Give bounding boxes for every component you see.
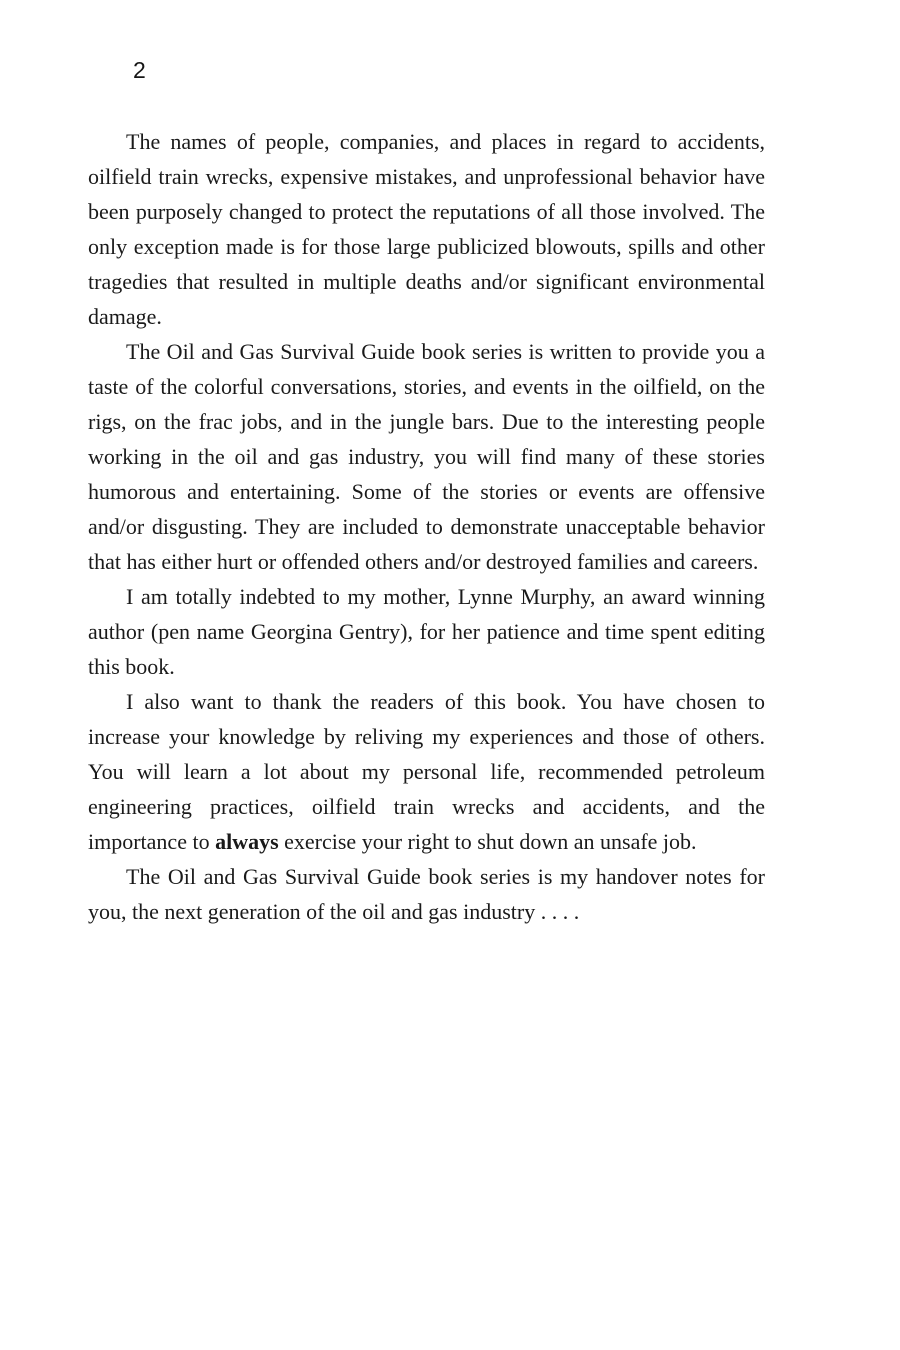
paragraph-mother-acknowledgment: I am totally indebted to my mother, Lynne Murphy, an award winning author (pen name Georgina Gentry), for her patience and time spent editing this book.: [88, 584, 765, 679]
paragraph-handover-notes: The Oil and Gas Survival Guide book series is my handover notes for you, the next generation of the oil and gas industry . . . .: [88, 864, 765, 924]
page-body: [88, 124, 765, 929]
paragraph-series-description: The Oil and Gas Survival Guide book series is written to provide you a taste of the colorful conversations, stories, and events in the oilfield, on the rigs, on the frac jobs, and in the jungle bars. Due to the interesting people working in the oil and gas industry, you will find many of these stories humorous and entertaining. Some of the stories or events are offensive and/or disgusting. They are included to demonstrate unacceptable behavior that has either hurt or offended others and/or destroyed families and careers.: [88, 339, 765, 574]
paragraph-disclaimer: The names of people, companies, and places in regard to accidents, oilfield train wrecks, expensive mistakes, and unprofessional behavior have been purposely changed to protect the reputations of all those involved. The only exception made is for those large publicized blowouts, spills and other tragedies that resulted in multiple deaths and/or significant environmental damage.: [88, 129, 765, 329]
page-number: 2: [133, 57, 146, 83]
paragraph-reader-thanks-lead: I also want to thank the readers of this book. You have chosen to increase your knowledge by reliving my experiences and those of others. You will learn a lot about my personal life, recommended petroleum engineering practices, oilfield train wrecks and accidents, and the importance to: [88, 689, 765, 854]
paragraph-reader-thanks: [88, 684, 765, 859]
emphasized-word-always: always: [215, 829, 279, 854]
paragraph-reader-thanks-tail: exercise your right to shut down an unsafe job.: [278, 829, 697, 854]
